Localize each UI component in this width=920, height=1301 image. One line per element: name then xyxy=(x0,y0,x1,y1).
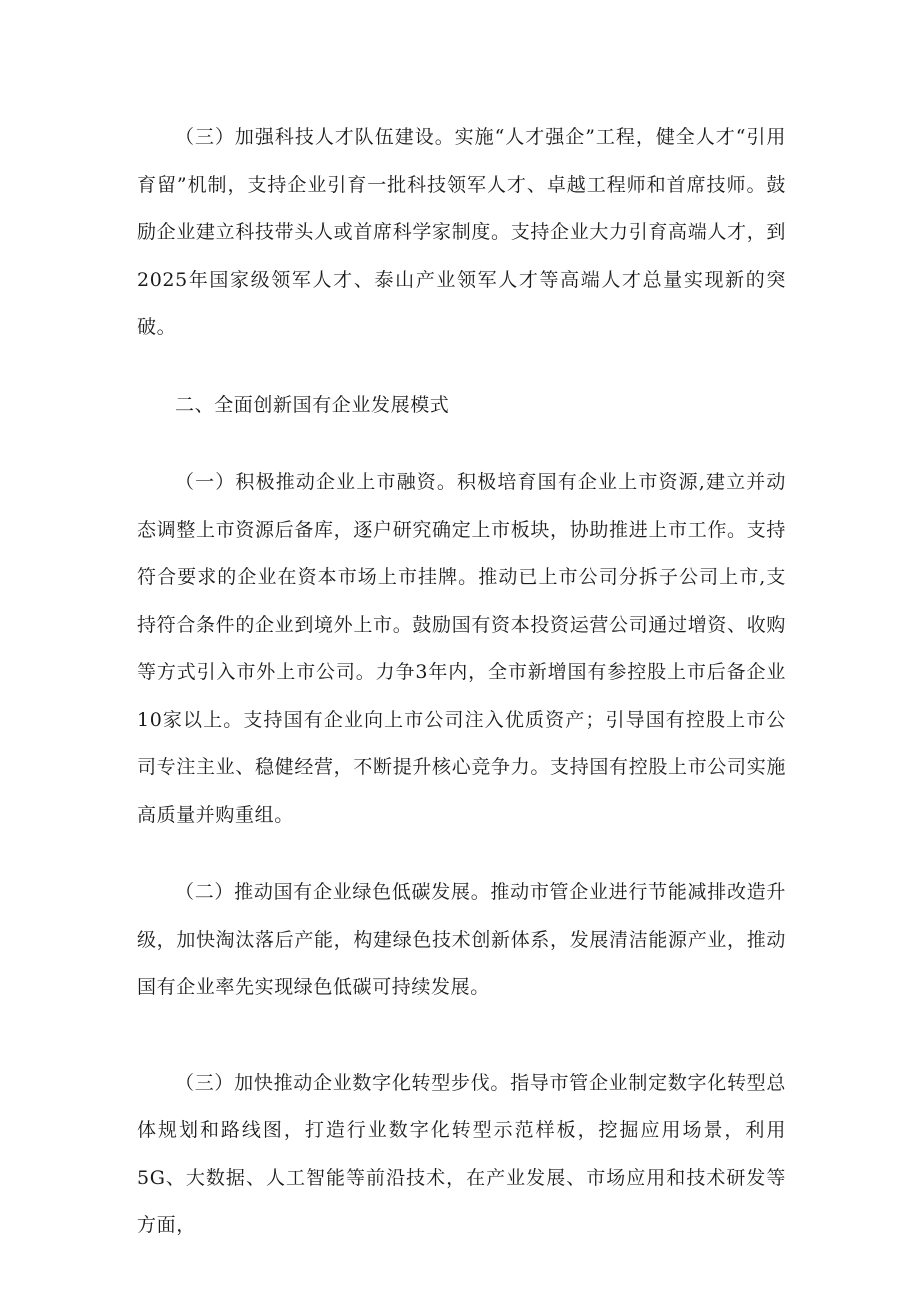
paragraph-talent-team: （三）加强科技人才队伍建设。实施“人才强企”工程，健全人才“引用育留”机制，支持企业引育一批科技领军人才、卓越工程师和首席技师。鼓励企业建立科技带头人或首席科学家制度。支持企业大力引育高端人才，到2025年国家级领军人才、泰山产业领军人才等高端人才总量实现新的突破。 xyxy=(137,126,786,338)
paragraph-digital-transformation: （三）加快推动企业数字化转型步伐。指导市管企业制定数字化转型总体规划和路线图，打造行业数字化转型示范样板，挖掘应用场景，利用5G、大数据、人工智能等前沿技术，在产业发展、市场应用和技术研发等方面， xyxy=(137,1071,786,1236)
paragraph-listing-financing: （一）积极推动企业上市融资。积极培育国有企业上市资源,建立并动态调整上市资源后备库，逐户研究确定上市板块，协助推进上市工作。支持符合要求的企业在资本市场上市挂牌。推动已上市公司分拆子公司上市,支持符合条件的企业到境外上市。鼓励国有资本投资运营公司通过增资、收购等方式引入市外上市公司。力争3年内，全市新增国有参控股上市后备企业10家以上。支持国有企业向上市公司注入优质资产；引导国有控股上市公司专注主业、稳健经营，不断提升核心竞争力。支持国有控股上市公司实施高质量并购重组。 xyxy=(137,471,786,826)
section-heading: 二、全面创新国有企业发展模式 xyxy=(175,393,450,416)
paragraph-green-development: （二）推动国有企业绿色低碳发展。推动市管企业进行节能减排改造升级，加快淘汰落后产能，构建绿色技术创新体系，发展清洁能源产业，推动国有企业率先实现绿色低碳可持续发展。 xyxy=(137,881,786,998)
